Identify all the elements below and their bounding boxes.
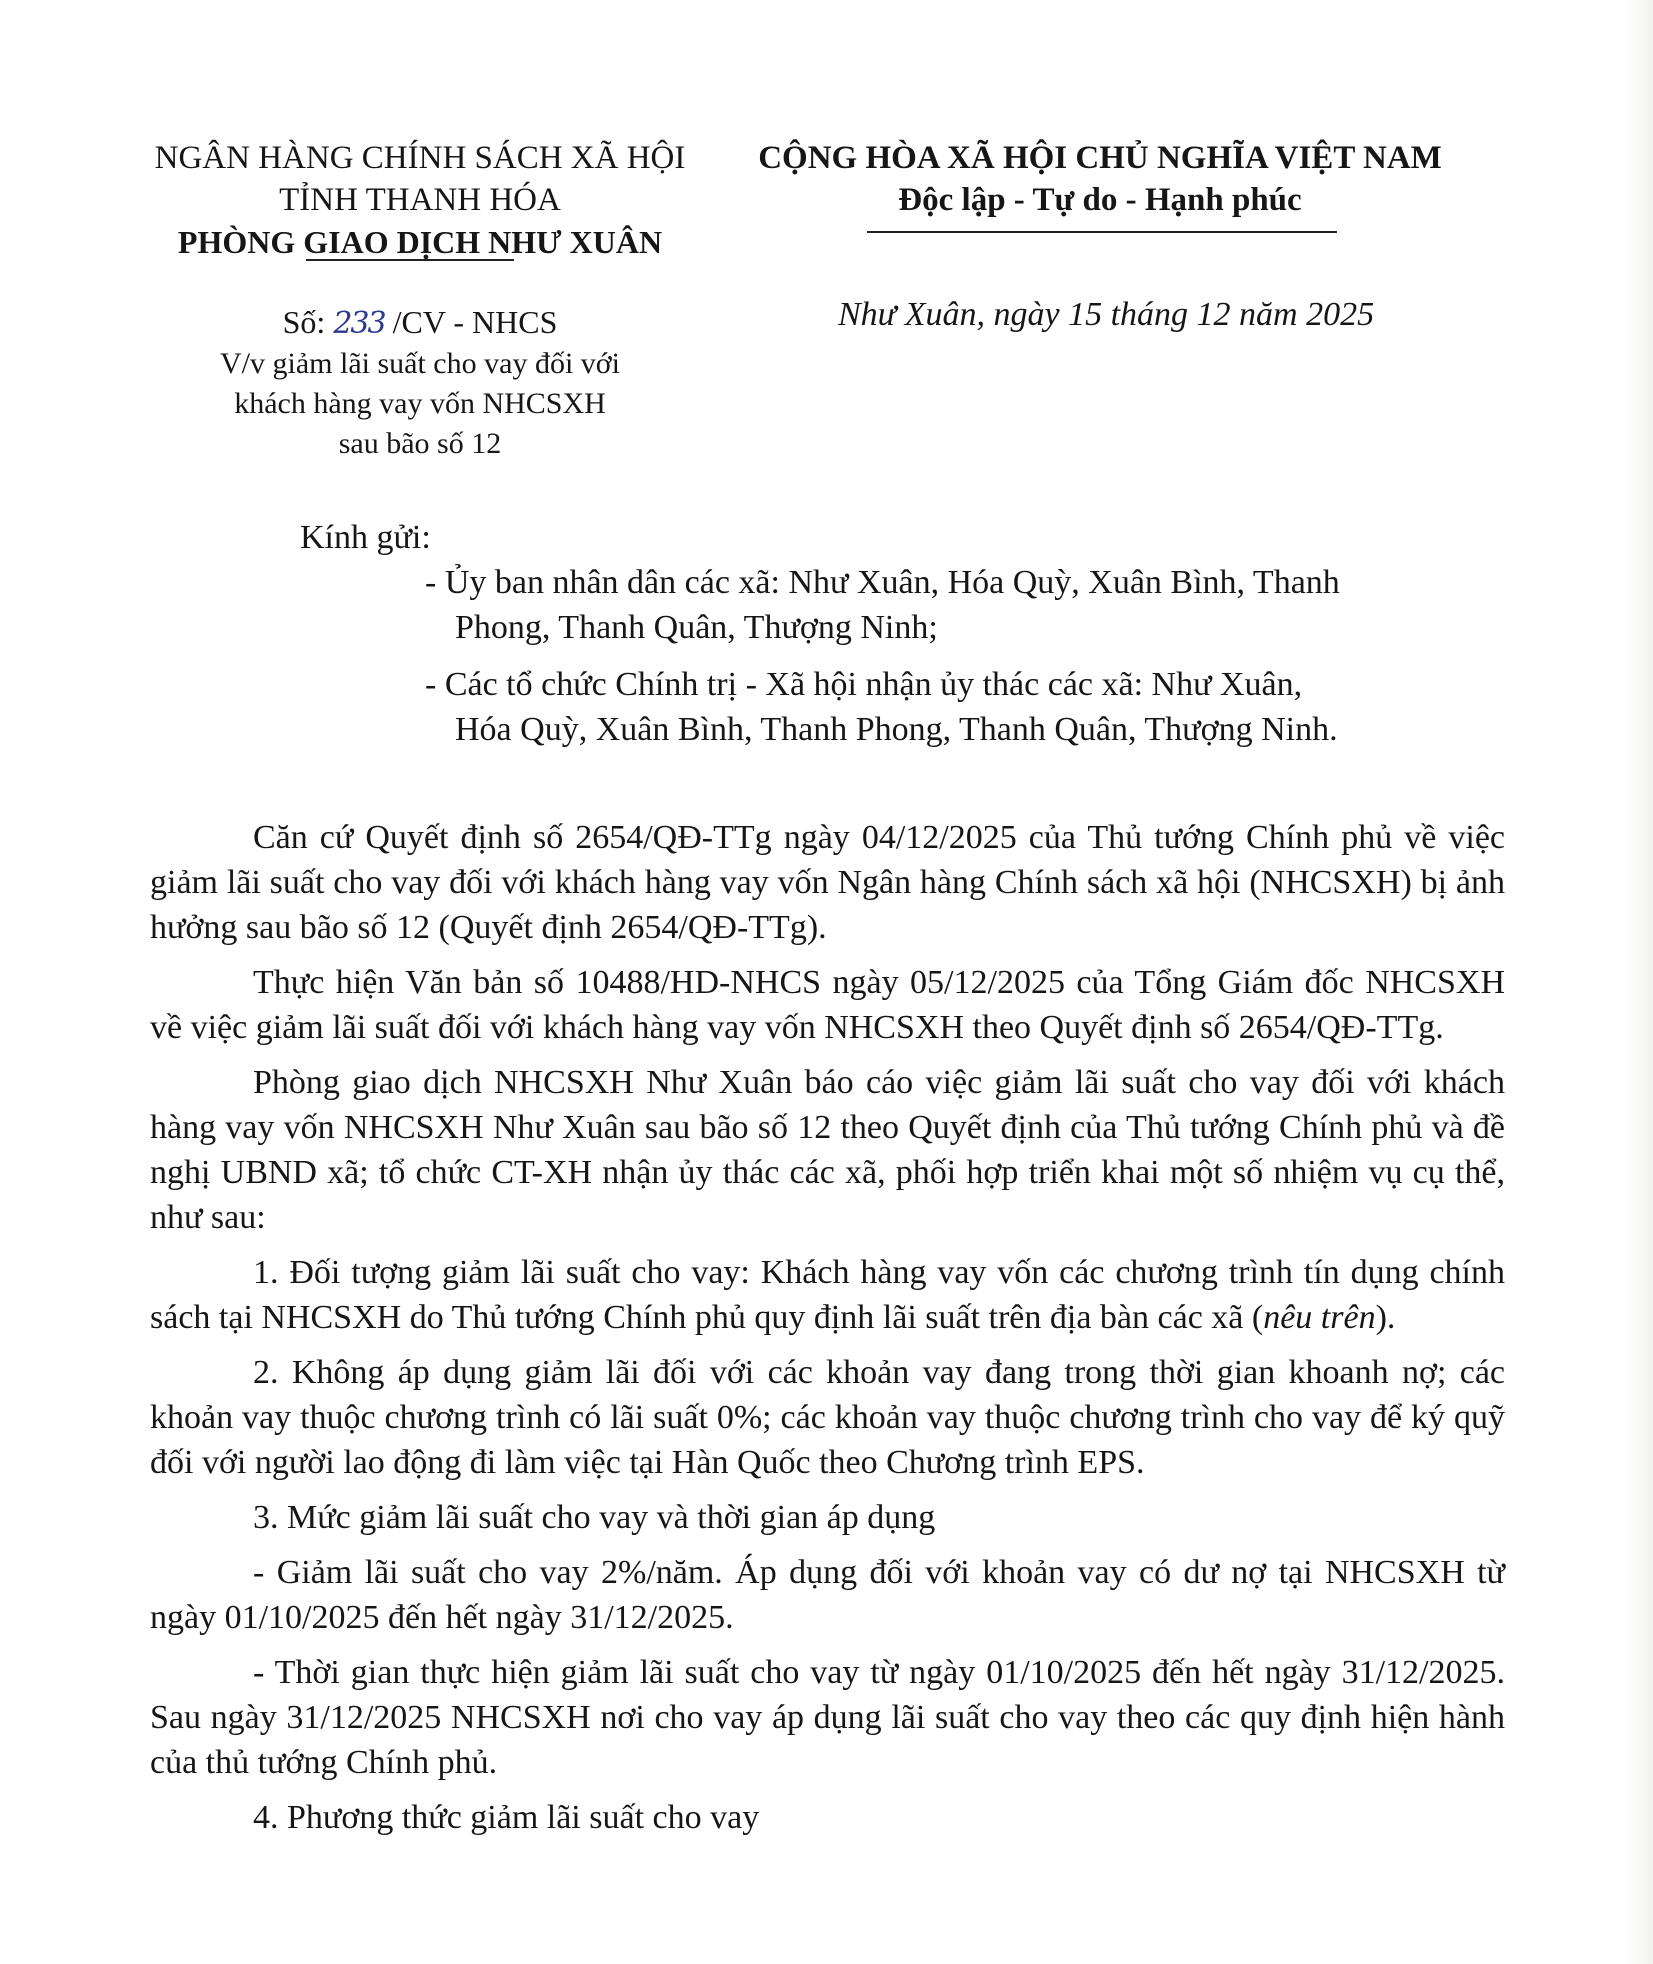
issuer-line-3: PHÒNG GIAO DỊCH NHƯ XUÂN <box>177 224 663 260</box>
salutation: Kính gửi: <box>300 519 431 556</box>
paragraph-end: ). <box>1375 1299 1396 1336</box>
date-line: Như Xuân, ngày 15 tháng 12 năm 2025 <box>838 296 1375 333</box>
paragraph-text: 1. Đối tượng giảm lãi suất cho vay: Khách hàng vay vốn các chương trình tín dụng chính sách tại NHCSXH do Thủ tướng Chính phủ quy định lãi suất trên địa bàn các xã ( <box>150 1254 1505 1336</box>
body-paragraph: Căn cứ Quyết định số 2654/QĐ-TTg ngày 04/12/2025 của Thủ tướng Chính phủ về việc giảm lãi suất cho vay đối với khách hàng vay vốn Ngân hàng Chính sách xã hội (NHCSXH) bị ảnh hưởng sau bão số 12 (Quyết định 2654/QĐ-TTg). <box>150 819 1505 946</box>
recipient-line: Hóa Quỳ, Xuân Bình, Thanh Phong, Thanh Quân, Thượng Ninh. <box>455 711 1338 748</box>
recipient-line: - Ủy ban nhân dân các xã: Như Xuân, Hóa Quỳ, Xuân Bình, Thanh <box>425 564 1340 601</box>
body-paragraph: Phòng giao dịch NHCSXH Như Xuân báo cáo việc giảm lãi suất cho vay đối với khách hàng vay vốn NHCSXH Như Xuân sau bão số 12 theo Quyết định của Thủ tướng Chính phủ và đề nghị UBND xã; tổ chức CT-XH nhận ủy thác các xã, phối hợp triển khai một số nhiệm vụ cụ thể, như sau: <box>150 1064 1505 1236</box>
issuer-line-1: NGÂN HÀNG CHÍNH SÁCH XÃ HỘI <box>154 140 686 176</box>
national-motto: Độc lập - Tự do - Hạnh phúc <box>898 182 1302 218</box>
subject-line-2: khách hàng vay vốn NHCSXH <box>234 387 606 420</box>
subject-line-1: V/v giảm lãi suất cho vay đối với <box>220 347 620 380</box>
section-heading: 3. Mức giảm lãi suất cho vay và thời gian áp dụng <box>253 1499 936 1536</box>
document-number <box>160 302 680 344</box>
recipients-block <box>300 515 1510 752</box>
body-paragraph: - Giảm lãi suất cho vay 2%/năm. Áp dụng đối với khoản vay có dư nợ tại NHCSXH từ ngày 01/10/2025 đến hết ngày 31/12/2025. <box>150 1554 1505 1636</box>
body-paragraph <box>150 1250 1505 1340</box>
recipient-item <box>425 560 1510 650</box>
recipient-line: - Các tổ chức Chính trị - Xã hội nhận ủy thác các xã: Như Xuân, <box>425 666 1303 703</box>
national-header <box>745 137 1455 233</box>
body-paragraph: - Thời gian thực hiện giảm lãi suất cho vay từ ngày 01/10/2025 đến hết ngày 31/12/2025. Sau ngày 31/12/2025 NHCSXH nơi cho vay áp dụng lãi suất cho vay theo các quy định hiện hành của thủ tướng Chính phủ. <box>150 1654 1505 1781</box>
number-suffix: /CV - NHCS <box>392 304 558 340</box>
scan-edge <box>1625 0 1653 1964</box>
national-title: CỘNG HÒA XÃ HỘI CHỦ NGHĨA VIỆT NAM <box>758 140 1442 176</box>
subject-line-3: sau bão số 12 <box>338 427 502 460</box>
issuer-line-2: TỈNH THANH HÓA <box>279 182 561 218</box>
handwritten-number: 233 <box>333 306 385 341</box>
recipient-line: Phong, Thanh Quân, Thượng Ninh; <box>455 609 938 646</box>
body-paragraph: 2. Không áp dụng giảm lãi đối với các khoản vay đang trong thời gian khoanh nợ; các khoản vay thuộc chương trình có lãi suất 0%; các khoản vay thuộc chương trình cho vay để ký quỹ đối với người lao động đi làm việc tại Hàn Quốc theo Chương trình EPS. <box>150 1354 1505 1481</box>
italic-note: nêu trên <box>1263 1299 1376 1336</box>
section-heading: 4. Phương thức giảm lãi suất cho vay <box>253 1799 760 1836</box>
body-paragraph: Thực hiện Văn bản số 10488/HD-NHCS ngày 05/12/2025 của Tổng Giám đốc NHCSXH về việc giảm lãi suất đối với khách hàng vay vốn NHCSXH theo Quyết định số 2654/QĐ-TTg. <box>150 964 1505 1046</box>
recipient-item <box>425 662 1510 752</box>
issuer-header <box>120 137 720 261</box>
document-body <box>150 815 1505 1850</box>
motto-underline <box>867 231 1337 233</box>
number-prefix: Số: <box>282 304 326 340</box>
document-reference <box>160 302 680 464</box>
